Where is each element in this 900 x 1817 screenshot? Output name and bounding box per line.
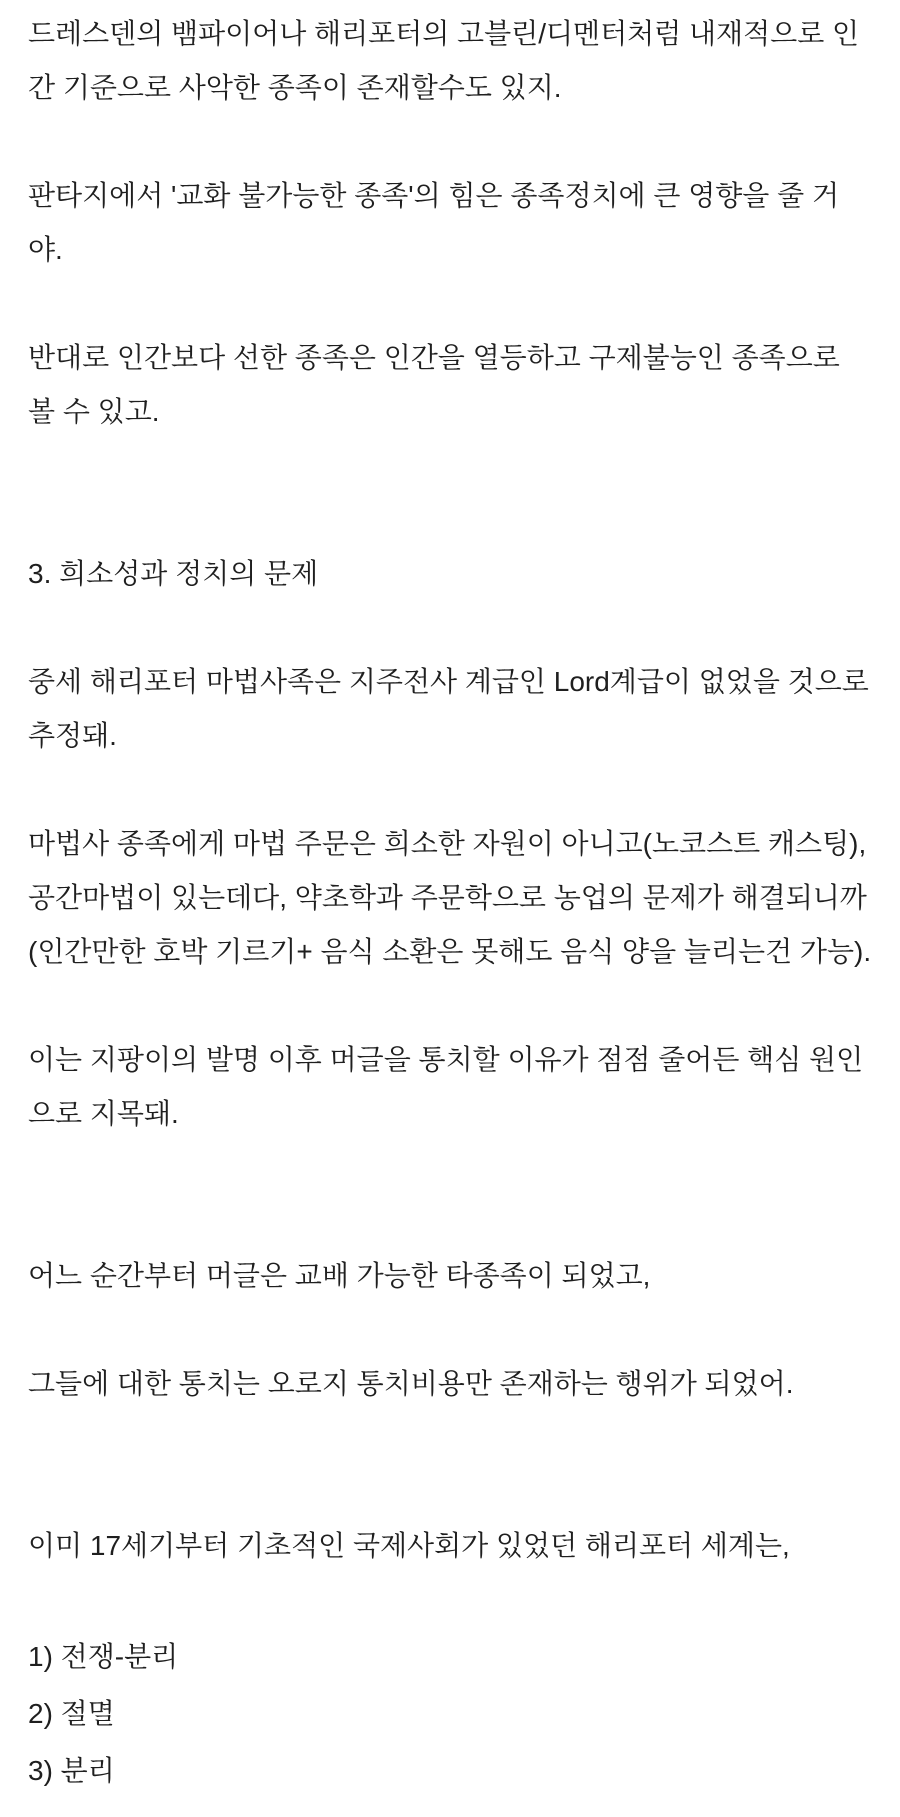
list-item: 2) 절멸 (28, 1698, 115, 1729)
blank-line (28, 979, 872, 1033)
list-item: 1) 전쟁-분리 (28, 1641, 179, 1672)
post-paragraph: 이는 지팡이의 발명 이후 머글을 통치할 이유가 점점 줄어든 핵심 원인으로 지목돼. (28, 1044, 864, 1129)
blank-line (28, 601, 872, 655)
post-paragraph: 중세 해리포터 마법사족은 지주전사 계급인 Lord계급이 없었을 것으로 추정돼. (28, 666, 877, 751)
post-paragraph: 마법사 종족에게 마법 주문은 희소한 자원이 아니고(노코스트 캐스팅), 공간마법이 있는데다, 약초학과 주문학으로 농업의 문제가 해결되니까(인간만한 호박 기르기+ 음식 소환은 못해도 음식 양을 늘리는건 가능). (28, 828, 875, 967)
blank-line (28, 277, 872, 331)
post-paragraph: 반대로 인간보다 선한 종족은 인간을 열등하고 구제불능인 종족으로 볼 수 있고. (28, 342, 848, 427)
list-item: 3) 분리 (28, 1755, 115, 1786)
blank-line (28, 1465, 872, 1519)
post-paragraph: 판타지에서 '교화 불가능한 종족'의 힘은 종족정치에 큰 영향을 줄 거야. (28, 180, 840, 265)
blank-line (28, 763, 872, 817)
post-paragraph: 이미 17세기부터 기초적인 국제사회가 있었던 해리포터 세계는, (28, 1530, 790, 1561)
blank-line (28, 1141, 872, 1195)
blank-line (28, 439, 872, 493)
blank-line (28, 1195, 872, 1249)
blank-line (28, 115, 872, 169)
blank-line (28, 1303, 872, 1357)
post-paragraph: 그들에 대한 통치는 오로지 통치비용만 존재하는 행위가 되었어. (28, 1368, 794, 1399)
post-paragraph: 어느 순간부터 머글은 교배 가능한 타종족이 되었고, (28, 1260, 651, 1291)
section-heading: 3. 희소성과 정치의 문제 (28, 558, 319, 589)
blank-line (28, 493, 872, 547)
blank-line (28, 1573, 872, 1627)
blank-line (28, 1411, 872, 1465)
post-paragraph: 드레스덴의 뱀파이어나 해리포터의 고블린/디멘터처럼 내재적으로 인간 기준으로 사악한 종족이 존재할수도 있지. (28, 18, 860, 103)
